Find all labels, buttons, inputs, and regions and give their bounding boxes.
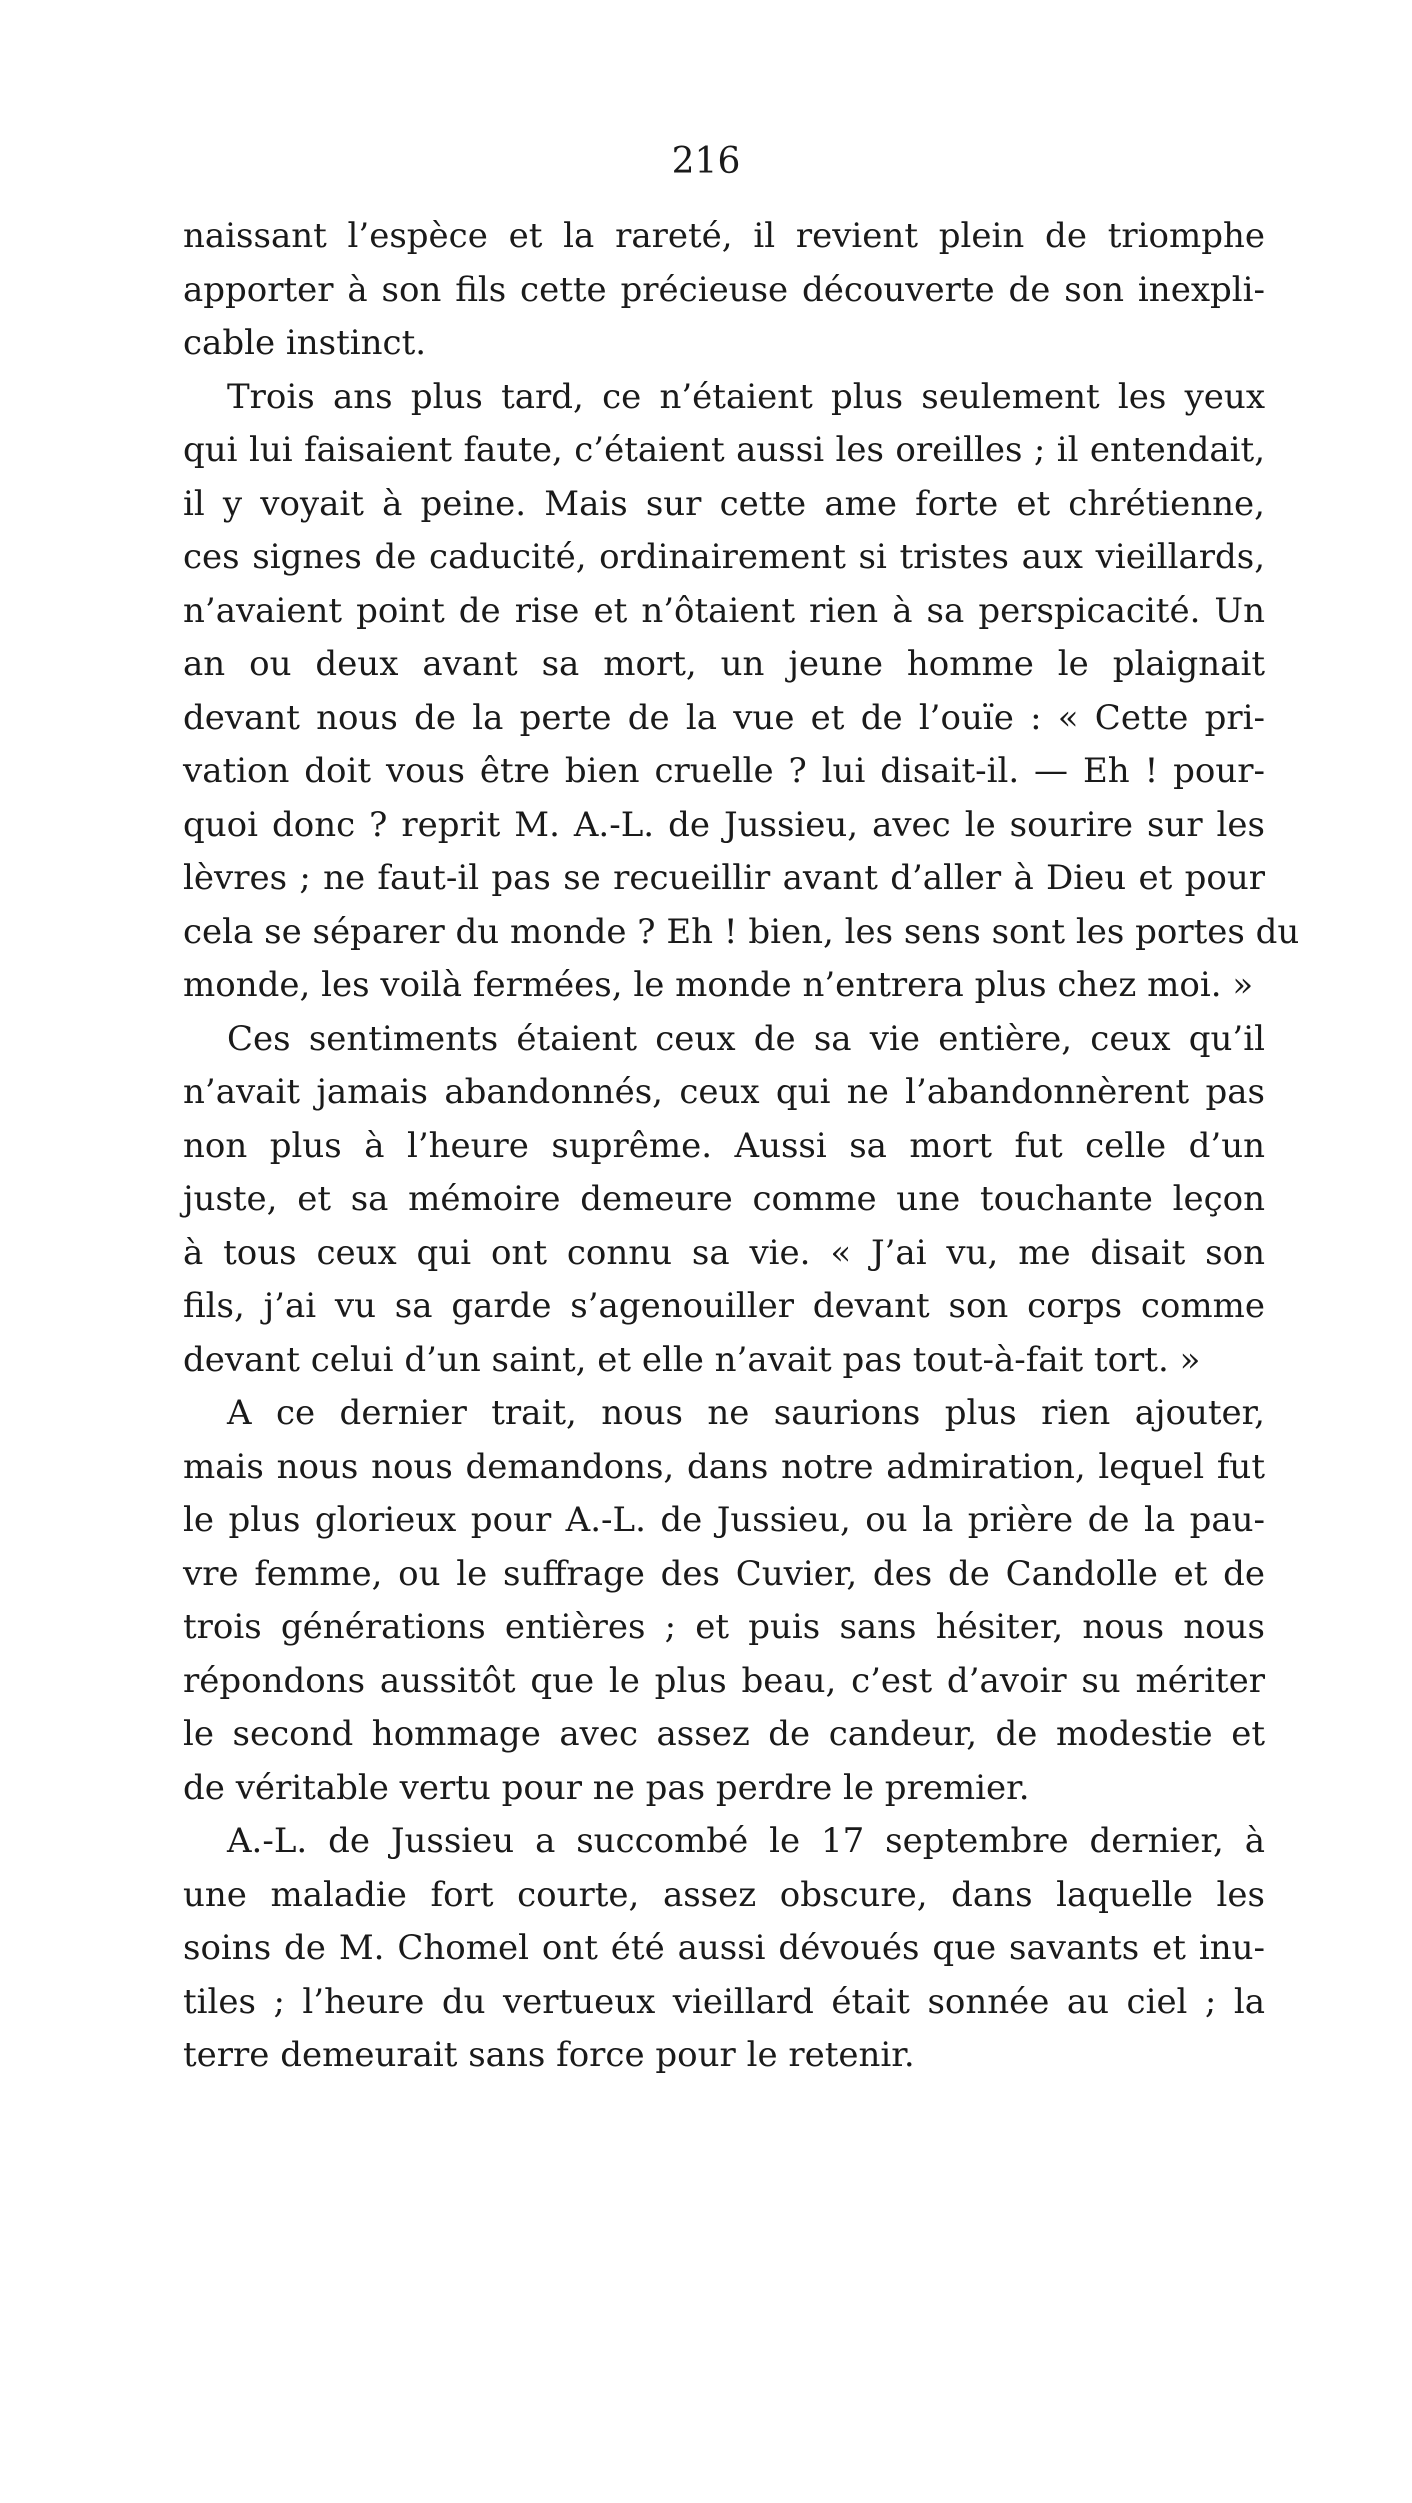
text-line: mais nous nous demandons, dans notre admiration, lequel fut (183, 1446, 1265, 1487)
text-line: tiles ; l’heure du vertueux vieillard était sonnée au ciel ; la (183, 1981, 1265, 2022)
text-line: à tous ceux qui ont connu sa vie. « J’ai vu, me disait son (183, 1232, 1265, 1273)
paragraph-2 (183, 371, 1300, 1013)
text-line: ces signes de caducité, ordinairement si tristes aux vieillards, (183, 537, 1265, 577)
text-line: devant nous de la perte de la vue et de l’ouïe : « Cette pri- (183, 697, 1265, 738)
text-line: qui lui faisaient faute, c’étaient aussi les oreilles ; il entendait, (183, 430, 1265, 470)
text-line: quoi donc ? reprit M. A.-L. de Jussieu, avec le sourire sur les (183, 804, 1265, 845)
text-line: terre demeurait sans force pour le retenir. (183, 2035, 915, 2075)
text-line: an ou deux avant sa mort, un jeune homme le plaignait (183, 644, 1265, 684)
paragraph-1 (183, 210, 1265, 371)
text-line: non plus à l’heure suprême. Aussi sa mort fut celle d’un (183, 1125, 1265, 1166)
text-line: Trois ans plus tard, ce n’étaient plus seulement les yeux (227, 376, 1265, 417)
text-line: répondons aussitôt que le plus beau, c’est d’avoir su mériter (183, 1660, 1265, 1701)
body-text (183, 210, 1300, 2083)
paragraph-5 (183, 1815, 1265, 2083)
text-line: trois générations entières ; et puis sans hésiter, nous nous (183, 1607, 1265, 1647)
page-number: 216 (671, 141, 741, 182)
text-line: naissant l’espèce et la rareté, il revient plein de triomphe (183, 216, 1265, 256)
text-line: de véritable vertu pour ne pas perdre le premier. (183, 1767, 1030, 1808)
paragraph-3 (183, 1013, 1265, 1388)
paragraph-4 (183, 1387, 1265, 1815)
text-line: le plus glorieux pour A.-L. de Jussieu, ou la prière de la pau- (183, 1500, 1265, 1540)
text-line: cable instinct. (183, 323, 427, 363)
text-line: apporter à son fils cette précieuse découverte de son inexpli- (183, 269, 1265, 310)
text-line: juste, et sa mémoire demeure comme une touchante leçon (183, 1179, 1265, 1219)
text-line: Ces sentiments étaient ceux de sa vie entière, ceux qu’il (227, 1018, 1265, 1059)
text-line: monde, les voilà fermées, le monde n’entrera plus chez moi. » (183, 965, 1254, 1005)
text-line: fils, j’ai vu sa garde s’agenouiller devant son corps comme (183, 1286, 1265, 1326)
text-line: il y voyait à peine. Mais sur cette ame forte et chrétienne, (183, 483, 1265, 524)
text-line: le second hommage avec assez de candeur, de modestie et (183, 1714, 1265, 1754)
text-line: vation doit vous être bien cruelle ? lui disait-il. — Eh ! pour- (183, 751, 1265, 791)
text-line: une maladie fort courte, assez obscure, dans laquelle les (183, 1874, 1265, 1915)
text-line: lèvres ; ne faut-il pas se recueillir avant d’aller à Dieu et pour (183, 858, 1265, 898)
text-line: n’avait jamais abandonnés, ceux qui ne l’abandonnèrent pas (183, 1072, 1265, 1112)
text-line: cela se séparer du monde ? Eh ! bien, les sens sont les portes du (183, 911, 1300, 952)
text-line: vre femme, ou le suffrage des Cuvier, des de Candolle et de (183, 1553, 1265, 1594)
text-line: devant celui d’un saint, et elle n’avait pas tout-à-fait tort. » (183, 1339, 1201, 1380)
text-line: soins de M. Chomel ont été aussi dévoués que savants et inu- (183, 1928, 1265, 1968)
text-line: A ce dernier trait, nous ne saurions plus rien ajouter, (227, 1393, 1265, 1433)
text-line: n’avaient point de rise et n’ôtaient rien à sa perspicacité. Un (183, 590, 1265, 631)
text-line: A.-L. de Jussieu a succombé le 17 septembre dernier, à (227, 1821, 1265, 1861)
